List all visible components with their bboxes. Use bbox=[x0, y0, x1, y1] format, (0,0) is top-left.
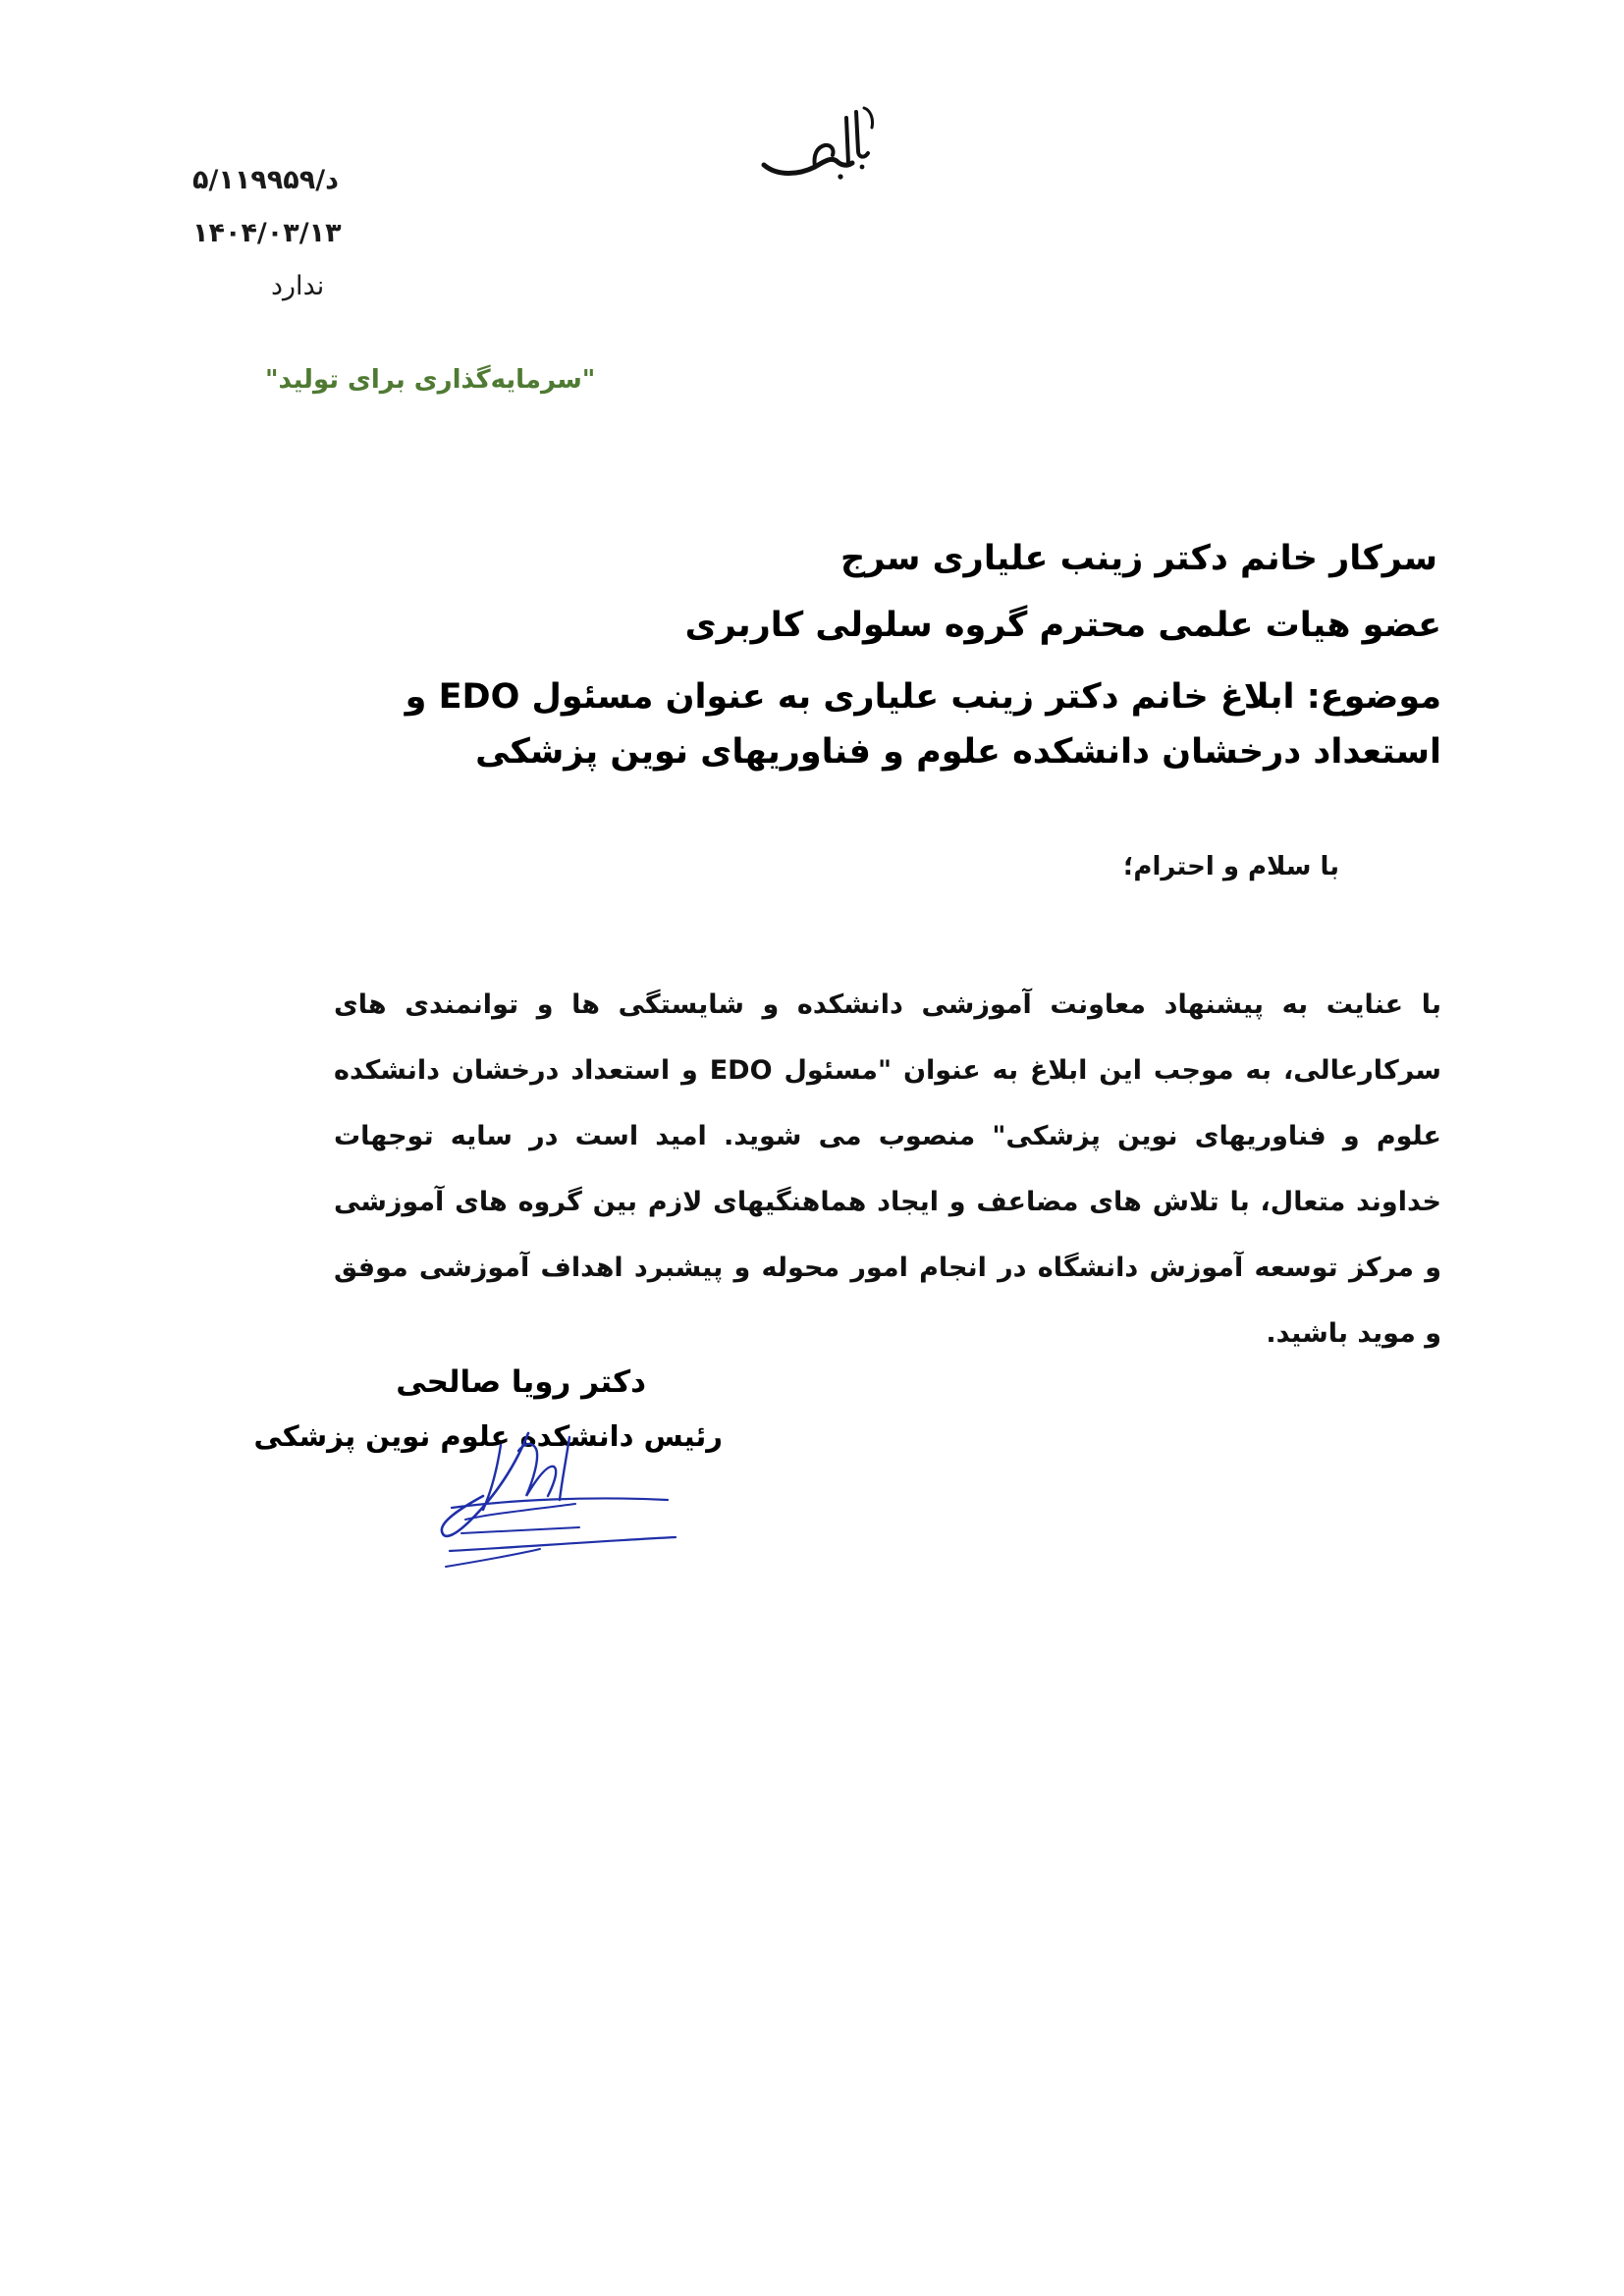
letter-subject: موضوع: ابلاغ خانم دکتر زینب علیاری به عنوان مسئول EDO و استعداد درخشان دانشکده علوم و فناوریهای نوین پزشکی bbox=[405, 677, 1441, 772]
greeting: با سلام و احترام؛ bbox=[1122, 852, 1339, 881]
recipient-block bbox=[302, 536, 1441, 801]
year-slogan: "سرمایه‌گذاری برای تولید" bbox=[265, 365, 596, 395]
letter-body: با عنایت به پیشنهاد معاونت آموزشی دانشکده و شایستگی ها و توانمندی های سرکارعالی، به موجب این ابلاغ به عنوان "مسئول EDO و استعداد درخشان دانشکده علوم و فناوریهای نوین پزشکی" منصوب می شوید. امید است در سایه توجهات خداوند متعال، با تلاش های مضاعف و ایجاد هماهنگیهای لازم بین گروه های آموزشی و مرکز توسعه آموزش دانشگاه در انجام امور محوله و پیشبرد اهداف آموزشی موفق و موید باشید. bbox=[334, 989, 1441, 1349]
recipient-name: سرکار خانم دکتر زینب علیاری سرج bbox=[840, 539, 1437, 578]
letter-date: ۱۴۰۴/۰۳/۱۳ bbox=[192, 218, 342, 248]
letter-number: ۵/د/۱۱۹۹۵۹ bbox=[192, 165, 339, 195]
bismillah-calligraphy bbox=[756, 98, 884, 187]
signer-title: رئیس دانشکده علوم نوین پزشکی bbox=[253, 1419, 723, 1453]
signer-name: دکتر رویا صالحی bbox=[396, 1364, 646, 1400]
recipient-position: عضو هیات علمی محترم گروه سلولی کاربری bbox=[684, 606, 1441, 645]
attachment-status: ندارد bbox=[271, 271, 325, 301]
